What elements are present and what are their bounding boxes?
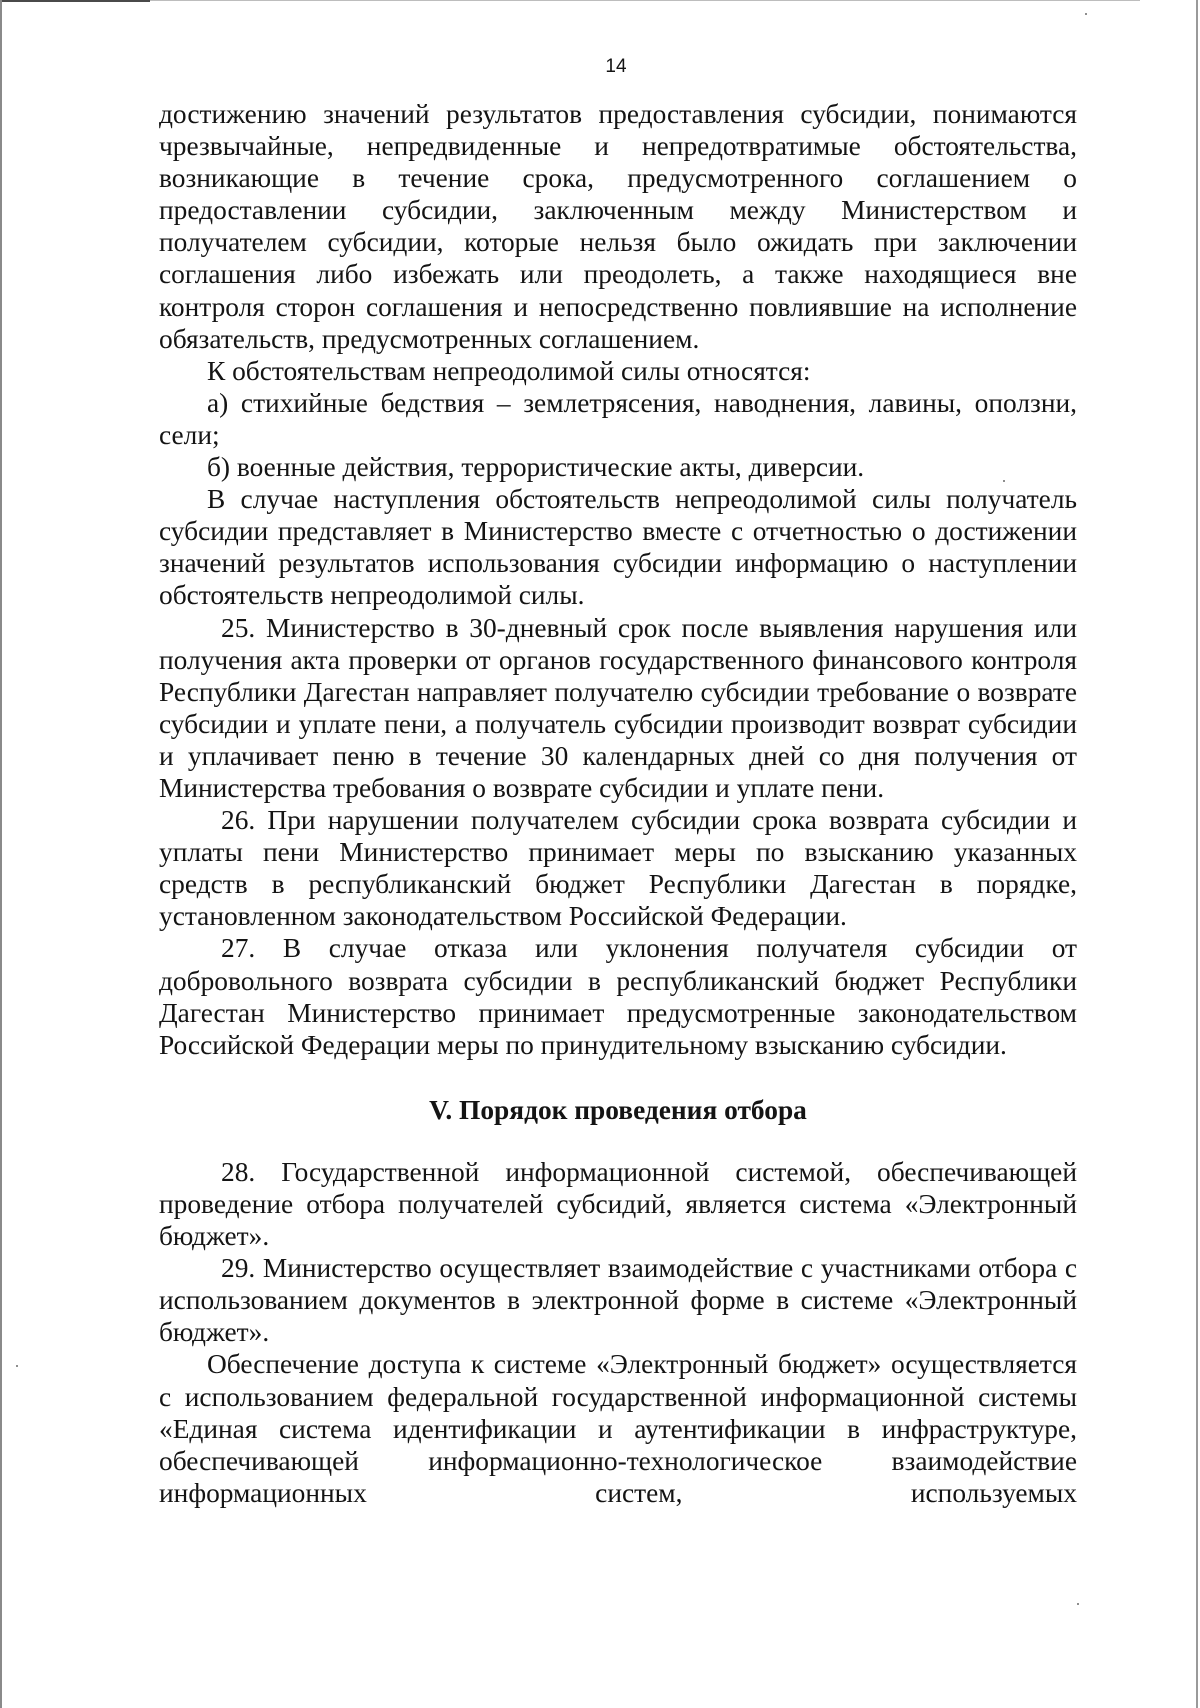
paragraph-access: Обеспечение доступа к системе «Электронный бюджет» осуществляется с использованием федеральной государственной информационной системы «Единая система идентификации и аутентификации в инфраструктуре, обеспечивающей информационно-технологическое взаимодействие информационных систем, используемых bbox=[159, 1349, 1077, 1508]
scan-speck bbox=[1077, 1603, 1079, 1605]
paragraph-28: 28. Государственной информационной системой, обеспечивающей проведение отбора получателей субсидий, является система «Электронный бюджет». bbox=[159, 1156, 1077, 1252]
scan-speck bbox=[1085, 13, 1087, 15]
document-body bbox=[159, 98, 1077, 1509]
list-item-a: а) стихийные бедствия – землетрясения, наводнения, лавины, оползни, сели; bbox=[159, 387, 1077, 450]
scan-artifact-top-left bbox=[0, 0, 150, 2]
paragraph-25: 25. Министерство в 30-дневный срок после выявления нарушения или получения акта проверки от органов государственного финансового контроля Республики Дагестан направляет получателю субсидии требование о возврате субсидии и уплате пени, а получатель субсидии производит возврат субсидии и уплачивает пеню в течение 30 календарных дней со дня получения от Министерства требования о возврате субсидии и уплате пени. bbox=[159, 612, 1077, 803]
paragraph-force-majeure-intro: К обстоятельствам непреодолимой силы относятся: bbox=[207, 355, 811, 386]
scan-speck bbox=[16, 1365, 18, 1367]
scan-artifact-top-edge bbox=[150, 0, 1140, 1]
list-item-b: б) военные действия, террористические акты, диверсии. bbox=[207, 452, 865, 483]
paragraph-27: 27. В случае отказа или уклонения получателя субсидии от добровольного возврата субсидии в республиканский бюджет Республики Дагестан Министерство принимает предусмотренные законодательством Российской Федерации меры по принудительному взысканию субсидии. bbox=[159, 933, 1077, 1060]
paragraph-26: 26. При нарушении получателем субсидии срока возврата субсидии и уплаты пени Министерство принимает меры по взысканию указанных средств в республиканский бюджет Республики Дагестан в порядке, установленном законодательством Российской Федерации. bbox=[159, 805, 1077, 932]
paragraph-force-majeure-notice: В случае наступления обстоятельств непреодолимой силы получатель субсидии представляет в Министерство вместе с отчетностью о достижении значений результатов использования субсидии информацию о наступлении обстоятельств непреодолимой силы. bbox=[159, 484, 1077, 611]
section-heading: V. Порядок проведения отбора bbox=[429, 1094, 807, 1125]
page-number: 14 bbox=[605, 56, 627, 77]
scan-artifact-right-edge bbox=[1196, 0, 1198, 1708]
paragraph-29: 29. Министерство осуществляет взаимодействие с участниками отбора с использованием документов в электронной форме в системе «Электронный бюджет». bbox=[159, 1253, 1077, 1348]
paragraph-force-majeure-definition: достижению значений результатов предоставления субсидии, понимаются чрезвычайные, непредвиденные и непредотвратимые обстоятельства, возникающие в течение срока, предусмотренного соглашением о предоставлении субсидии, заключенным между Министерством и получателем субсидии, которые нельзя было ожидать при заключении соглашения либо избежать или преодолеть, а также находящиеся вне контроля сторон соглашения и непосредственно повлиявшие на исполнение обязательств, предусмотренных соглашением. bbox=[159, 99, 1077, 354]
scan-artifact-left-edge bbox=[0, 0, 2, 1708]
